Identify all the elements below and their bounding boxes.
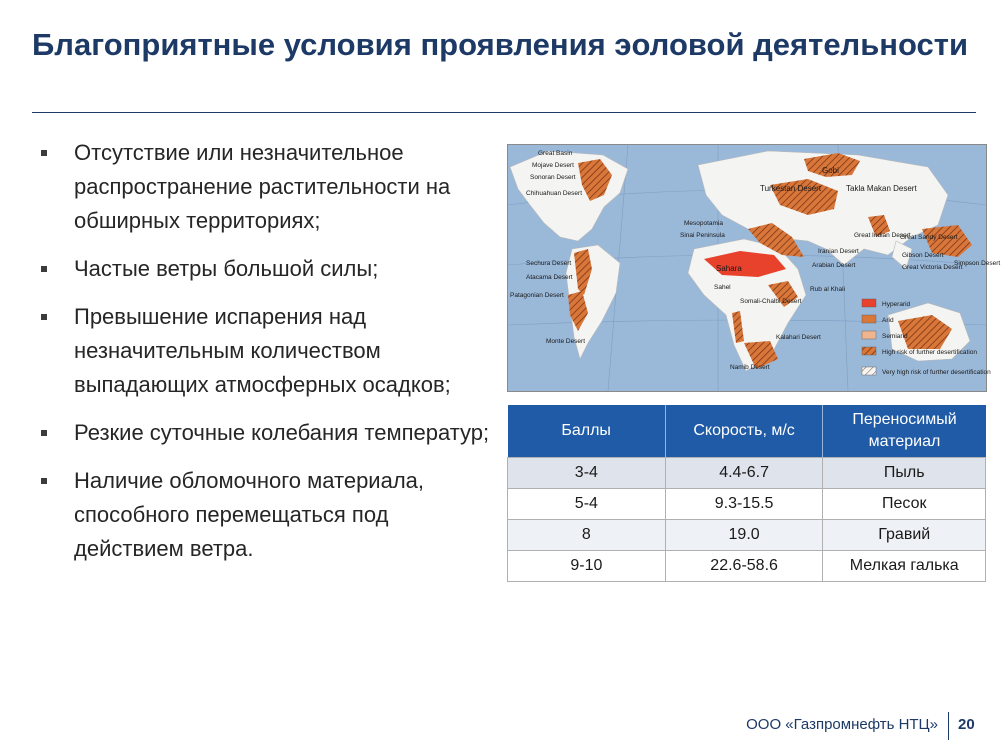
- legend-swatch-hyperarid: [862, 299, 876, 307]
- legend-swatch-arid: [862, 315, 876, 323]
- map-label: Patagonian Desert: [510, 292, 564, 299]
- list-item: [36, 300, 496, 402]
- map-label: Sonoran Desert: [530, 174, 576, 181]
- table-cell: 8: [508, 520, 666, 551]
- table-row: [508, 520, 986, 551]
- map-label: Iranian Desert: [818, 248, 859, 255]
- map-label: Gobi: [822, 166, 839, 175]
- map-label: Rub al Khali: [810, 286, 846, 293]
- map-label: Chihuahuan Desert: [526, 190, 583, 197]
- list-item: [36, 464, 496, 566]
- legend-swatch-high-risk: [862, 347, 876, 355]
- map-label: Kalahari Desert: [776, 334, 821, 341]
- legend-label: High risk of further desertification: [882, 349, 978, 356]
- bullet-square-icon: [41, 150, 47, 156]
- table-header-row: [508, 405, 986, 458]
- conditions-list: [36, 136, 496, 566]
- footer-company-name: ООО «Газпромнефть НТЦ»: [746, 716, 938, 733]
- column-header: Скорость, м/с: [665, 405, 823, 458]
- map-label: Arabian Desert: [812, 262, 856, 269]
- legend-label: Arid: [882, 317, 894, 324]
- legend-label: Semiarid: [882, 333, 908, 340]
- map-label: Turkestan Desert: [760, 184, 822, 193]
- map-label: Great Indian Desert: [854, 232, 911, 239]
- table-cell: 5-4: [508, 489, 666, 520]
- map-label: Gibson Desert: [902, 252, 944, 259]
- legend-label: Very high risk of further desertification: [882, 369, 991, 376]
- map-label: Somali-Chalbi Desert: [740, 298, 802, 305]
- column-header: Переносимый материал: [823, 405, 986, 458]
- map-label: Sechura Desert: [526, 260, 572, 267]
- table-row: [508, 489, 986, 520]
- table-cell: 4.4-6.7: [665, 458, 823, 489]
- map-label: Mesopotamia: [684, 220, 724, 227]
- table-cell: 9.3-15.5: [665, 489, 823, 520]
- list-item-text: Резкие суточные колебания температур;: [74, 420, 490, 445]
- slide-title: Благоприятные условия проявления эоловой деятельности: [32, 27, 969, 62]
- wind-transport-table: [507, 405, 986, 582]
- table-cell: Пыль: [823, 458, 986, 489]
- list-item-text: Превышение испарения над незначительным количеством выпадающих атмосферных осадков;: [74, 304, 451, 397]
- table-row: [508, 458, 986, 489]
- table-cell: 22.6-58.6: [665, 551, 823, 582]
- table-cell: 3-4: [508, 458, 666, 489]
- bullet-square-icon: [41, 266, 47, 272]
- map-label: Monte Desert: [546, 338, 586, 345]
- map-label: Sahara: [716, 264, 742, 273]
- page-number: 20: [958, 716, 975, 733]
- table-cell: Песок: [823, 489, 986, 520]
- table-cell: Мелкая галька: [823, 551, 986, 582]
- title-divider: [32, 112, 976, 113]
- map-label: Atacama Desert: [526, 274, 573, 281]
- table-row: [508, 551, 986, 582]
- list-item: [36, 252, 496, 286]
- map-graphic: [508, 145, 1001, 391]
- map-label: Sinai Peninsula: [680, 232, 725, 239]
- map-label: Namib Desert: [730, 364, 770, 371]
- legend-label: Hyperarid: [882, 301, 911, 308]
- map-label: Takla Makan Desert: [846, 184, 917, 193]
- table-cell: 19.0: [665, 520, 823, 551]
- table-cell: Гравий: [823, 520, 986, 551]
- map-label: Sahel: [714, 284, 731, 291]
- list-item-text: Частые ветры большой силы;: [74, 256, 379, 281]
- list-item-text: Наличие обломочного материала, способного перемещаться под действием ветра.: [74, 468, 425, 561]
- legend-swatch-very-high-risk: [862, 367, 876, 375]
- map-label: Great Victoria Desert: [902, 264, 963, 271]
- list-item: [36, 136, 496, 238]
- map-label: Great Basin: [538, 150, 573, 157]
- map-label: Great Sandy Desert: [900, 234, 958, 241]
- bullet-square-icon: [41, 430, 47, 436]
- table-cell: 9-10: [508, 551, 666, 582]
- bullet-square-icon: [41, 314, 47, 320]
- map-label: Simpson Desert: [954, 260, 1001, 267]
- list-item-text: Отсутствие или незначительное распространение растительности на обширных территориях;: [74, 140, 451, 233]
- map-label: Mojave Desert: [532, 162, 574, 169]
- world-deserts-map: [507, 144, 1001, 392]
- bullet-square-icon: [41, 478, 47, 484]
- list-item: [36, 416, 496, 450]
- column-header: Баллы: [508, 405, 666, 458]
- legend-swatch-semiarid: [862, 331, 876, 339]
- footer-divider: [948, 712, 949, 740]
